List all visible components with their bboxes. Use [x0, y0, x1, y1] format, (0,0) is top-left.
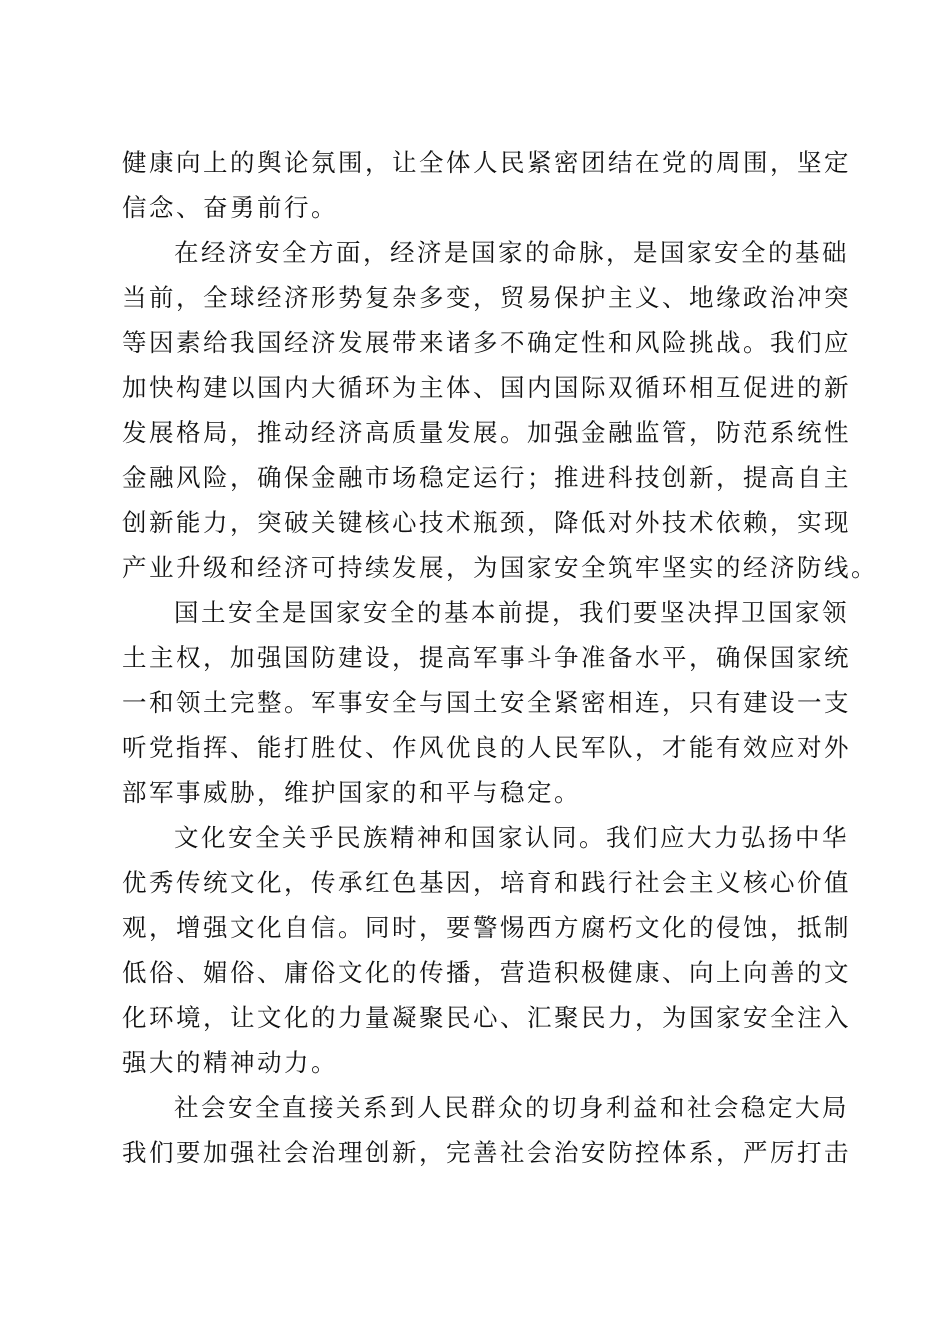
text-line: 优秀传统文化，传承红色基因，培育和践行社会主义核心价值 — [122, 868, 851, 897]
text-line: 低俗、媚俗、庸俗文化的传播，营造积极健康、向上向善的文 — [122, 958, 851, 987]
text-line: 等因素给我国经济发展带来诸多不确定性和风险挑战。我们应 — [122, 328, 851, 357]
text-line: 化环境，让文化的力量凝聚民心、汇聚民力，为国家安全注入 — [122, 1003, 851, 1032]
text-line: 健康向上的舆论氛围，让全体人民紧密团结在党的周围，坚定 — [122, 148, 851, 177]
text-line: 听党指挥、能打胜仗、作风优良的人民军队，才能有效应对外 — [122, 733, 851, 762]
paragraph-start-line: 社会安全直接关系到人民群众的切身利益和社会稳定大局 — [174, 1093, 849, 1122]
text-line: 观，增强文化自信。同时，要警惕西方腐朽文化的侵蚀，抵制 — [122, 913, 851, 942]
text-line: 金融风险，确保金融市场稳定运行；推进科技创新，提高自主 — [122, 463, 851, 492]
text-line: 加快构建以国内大循环为主体、国内国际双循环相互促进的新 — [122, 373, 851, 402]
paragraph-start-line: 国土安全是国家安全的基本前提，我们要坚决捍卫国家领 — [174, 598, 849, 627]
text-line: 我们要加强社会治理创新，完善社会治安防控体系，严厉打击 — [122, 1138, 851, 1167]
text-line: 信念、奋勇前行。 — [122, 193, 338, 222]
text-line: 当前，全球经济形势复杂多变，贸易保护主义、地缘政治冲突 — [122, 283, 851, 312]
text-line: 创新能力，突破关键核心技术瓶颈，降低对外技术依赖，实现 — [122, 508, 851, 537]
paragraph-start-line: 在经济安全方面，经济是国家的命脉，是国家安全的基础 — [174, 238, 849, 267]
text-line: 发展格局，推动经济高质量发展。加强金融监管，防范系统性 — [122, 418, 851, 447]
text-line: 产业升级和经济可持续发展，为国家安全筑牢坚实的经济防线。 — [122, 553, 878, 582]
text-line: 部军事威胁，维护国家的和平与稳定。 — [122, 778, 581, 807]
paragraph-start-line: 文化安全关乎民族精神和国家认同。我们应大力弘扬中华 — [174, 823, 849, 852]
body-text — [122, 140, 878, 1175]
text-line: 强大的精神动力。 — [122, 1048, 338, 1077]
text-line: 土主权，加强国防建设，提高军事斗争准备水平，确保国家统 — [122, 643, 851, 672]
text-line: 一和领土完整。军事安全与国土安全紧密相连，只有建设一支 — [122, 688, 851, 717]
